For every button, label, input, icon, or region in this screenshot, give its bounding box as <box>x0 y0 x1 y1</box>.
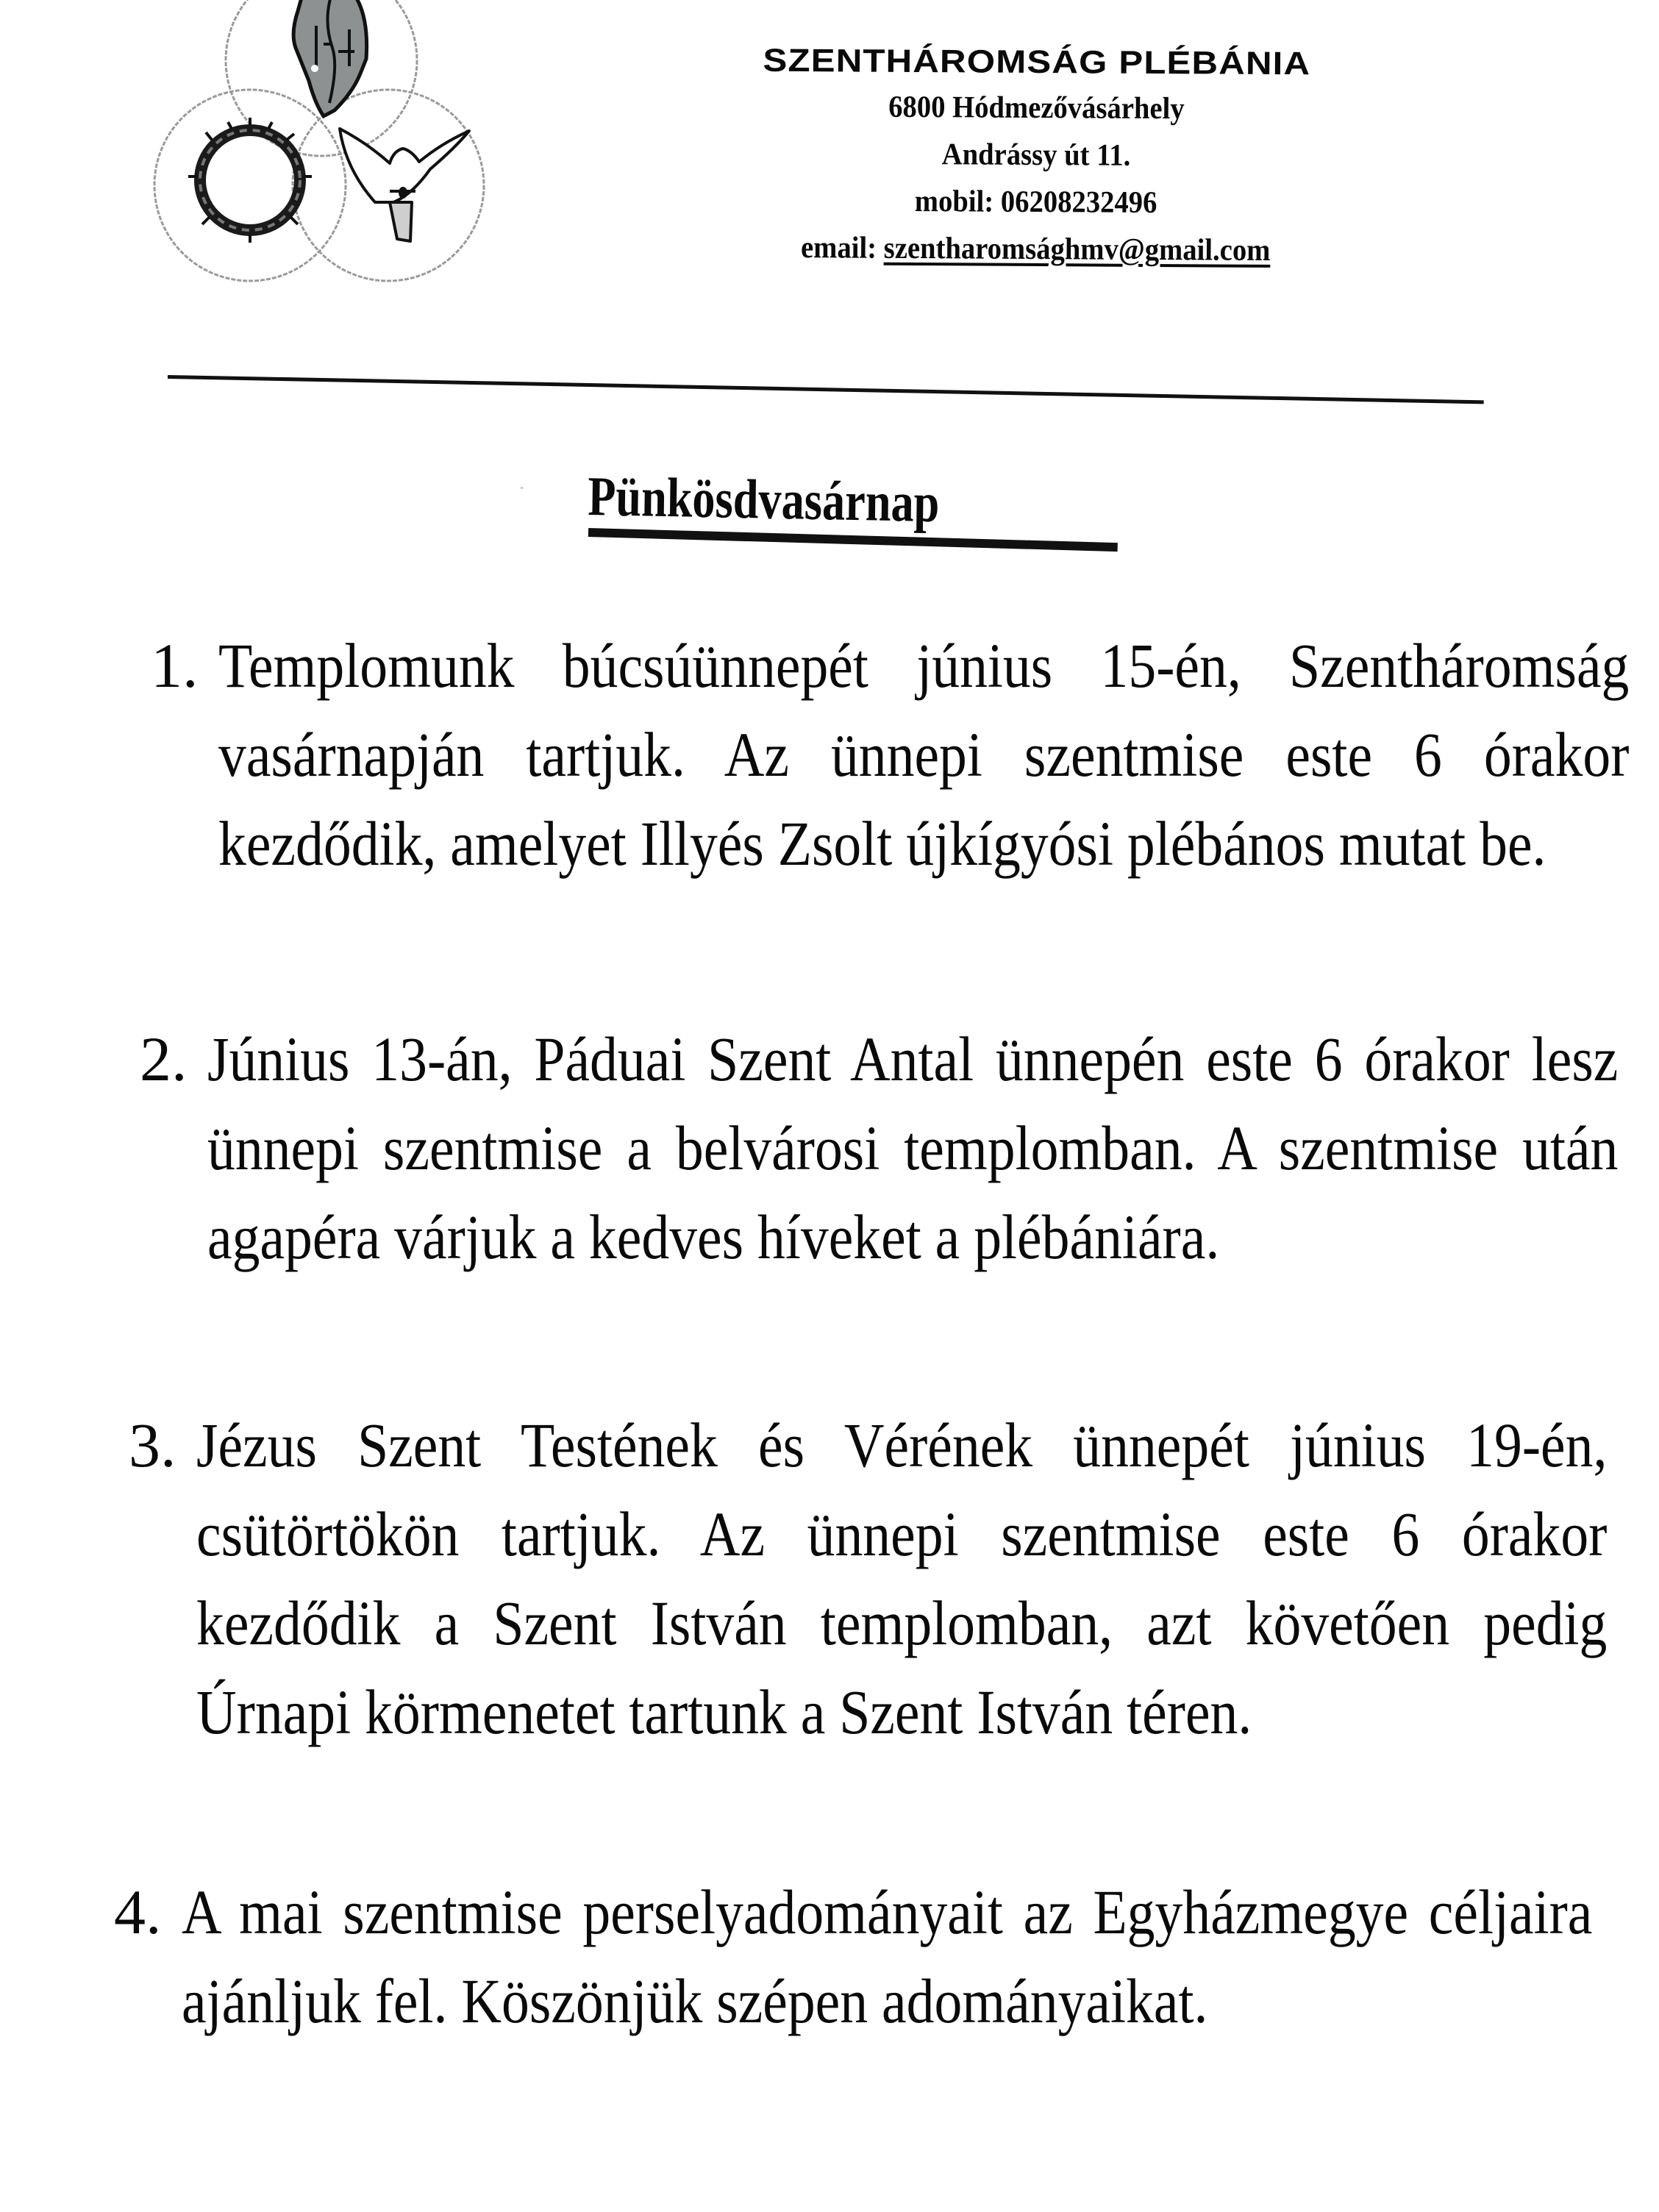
crown-of-thorns-icon <box>188 118 312 243</box>
dove-icon <box>340 129 469 241</box>
organization-name: SZENTHÁROMSÁG PLÉBÁNIA <box>763 42 1311 82</box>
scan-speck <box>521 487 523 489</box>
announcement-number: 3. <box>129 1410 176 1480</box>
email-row <box>704 224 1367 275</box>
street-address: Andrássy út 11. <box>941 138 1131 173</box>
mobile-label: mobil: <box>914 184 994 219</box>
header-divider <box>168 375 1484 404</box>
announcement-item <box>151 621 1630 888</box>
announcement-text: Templomunk búcsúünnepét június 15-én, Szentháromság vasárnapján tartjuk. Az ünnepi szentmise este 6 órakor kezdődik, amelyet Illyés Zsolt újkígyósi plébános mutat be. <box>218 630 1630 879</box>
mobile-row <box>704 176 1368 228</box>
postal-city: 6800 Hódmezővásárhely <box>888 90 1185 126</box>
hand-of-god-icon <box>293 0 366 116</box>
announcement-number: 4. <box>114 1877 162 1947</box>
announcement-item <box>140 1015 1619 1282</box>
announcement-text: A mai szentmise perselyadományait az Egyházmegye céljaira ajánljuk fel. Köszönjük szépen adományaikat. <box>182 1877 1593 2036</box>
announcement-text: Jézus Szent Testének és Vérének ünnepét június 19-én, csütörtökön tartjuk. Az ünnepi szentmise este 6 órakor kezdődik a Szent István templomban, azt követően pedig Úrnapi körmenetet tartunk a Szent István téren. <box>196 1410 1608 1747</box>
page-title: Pünkösdvasárnap <box>587 465 940 535</box>
mobile-number: 06208232496 <box>1000 185 1157 220</box>
parish-logo <box>140 0 552 287</box>
announcement-text: Június 13-án, Páduai Szent Antal ünnepén este 6 órakor lesz ünnepi szentmise a belvárosi templomban. A szentmise után agapéra várjuk a kedves híveket a plébániára. <box>207 1024 1619 1272</box>
email-label: email: <box>800 231 877 265</box>
announcement-number: 1. <box>151 630 199 701</box>
email-link[interactable]: szentharomsághmv@gmail.com <box>883 231 1271 268</box>
announcement-number: 2. <box>140 1024 188 1094</box>
announcement-item <box>114 1868 1593 2046</box>
parish-header <box>675 38 1397 275</box>
announcement-item <box>129 1401 1608 1757</box>
